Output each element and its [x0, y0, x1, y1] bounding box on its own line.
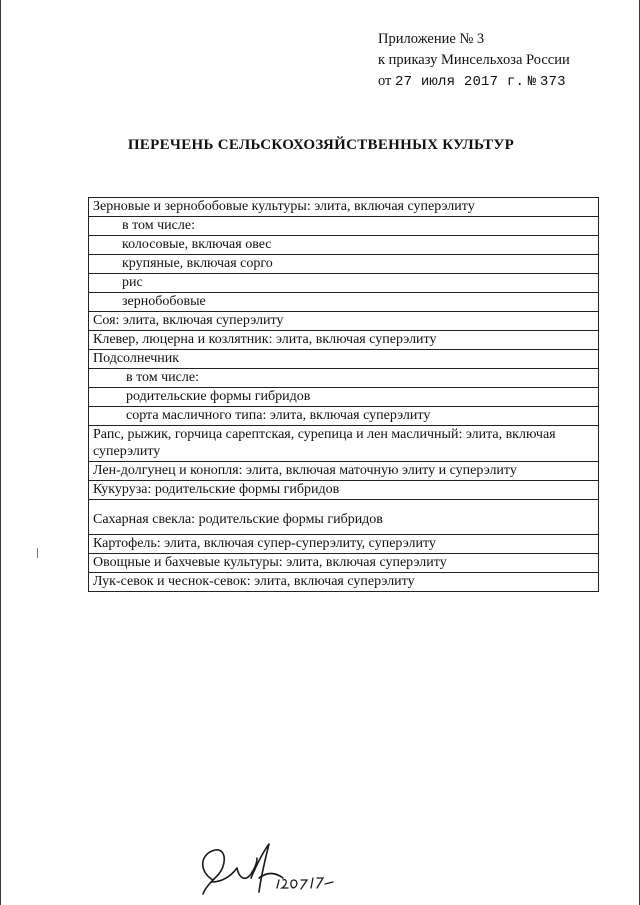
order-date: 27 июля 2017 г.: [395, 74, 525, 90]
crops-table: [88, 197, 599, 592]
appendix-label: Приложение № 3: [378, 31, 485, 47]
crop-row: Клевер, люцерна и козлятник: элита, включая суперэлиту: [89, 330, 598, 349]
margin-mark: [37, 548, 38, 558]
crop-row: в том числе:: [89, 368, 598, 387]
crop-row: Картофель: элита, включая супер-суперэлиту, суперэлиту: [89, 534, 598, 553]
crop-row: Кукуруза: родительские формы гибридов: [89, 480, 598, 499]
crop-row: Сахарная свекла: родительские формы гибридов: [89, 499, 598, 534]
signature-date-strokes: [277, 878, 333, 889]
crop-row: в том числе:: [89, 216, 598, 235]
number-sign: №: [527, 74, 537, 90]
crop-row: сорта масличного типа: элита, включая суперэлиту: [89, 406, 598, 425]
order-number: 373: [539, 74, 566, 90]
crop-row: родительские формы гибридов: [89, 387, 598, 406]
date-prefix: от: [378, 73, 392, 89]
crop-row: Подсолнечник: [89, 349, 598, 368]
crop-row: Овощные и бахчевые культуры: элита, включая суперэлиту: [89, 553, 598, 572]
crop-row: Лук-севок и чеснок-севок: элита, включая суперэлиту: [89, 572, 598, 591]
document-title: ПЕРЕЧЕНЬ СЕЛЬСКОХОЗЯЙСТВЕННЫХ КУЛЬТУР: [127, 137, 515, 153]
crop-row: Рапс, рыжик, горчица сарептская, сурепица и лен масличный: элита, включая суперэлиту: [89, 425, 598, 461]
handwritten-signature: [193, 842, 353, 902]
order-reference: к приказу Минсельхоза России: [378, 52, 570, 68]
crop-row: Соя: элита, включая суперэлиту: [89, 311, 598, 330]
crop-row: рис: [89, 273, 598, 292]
crop-row: крупяные, включая сорго: [89, 254, 598, 273]
crop-row: Лен-долгунец и конопля: элита, включая маточную элиту и суперэлиту: [89, 461, 598, 480]
crop-row: колосовые, включая овес: [89, 235, 598, 254]
order-date-line: [378, 71, 570, 93]
crop-row: зернобобовые: [89, 292, 598, 311]
signature-strokes: [203, 844, 283, 894]
crop-row: Зерновые и зернобобовые культуры: элита, включая суперэлиту: [93, 199, 475, 214]
appendix-header: [378, 29, 570, 93]
